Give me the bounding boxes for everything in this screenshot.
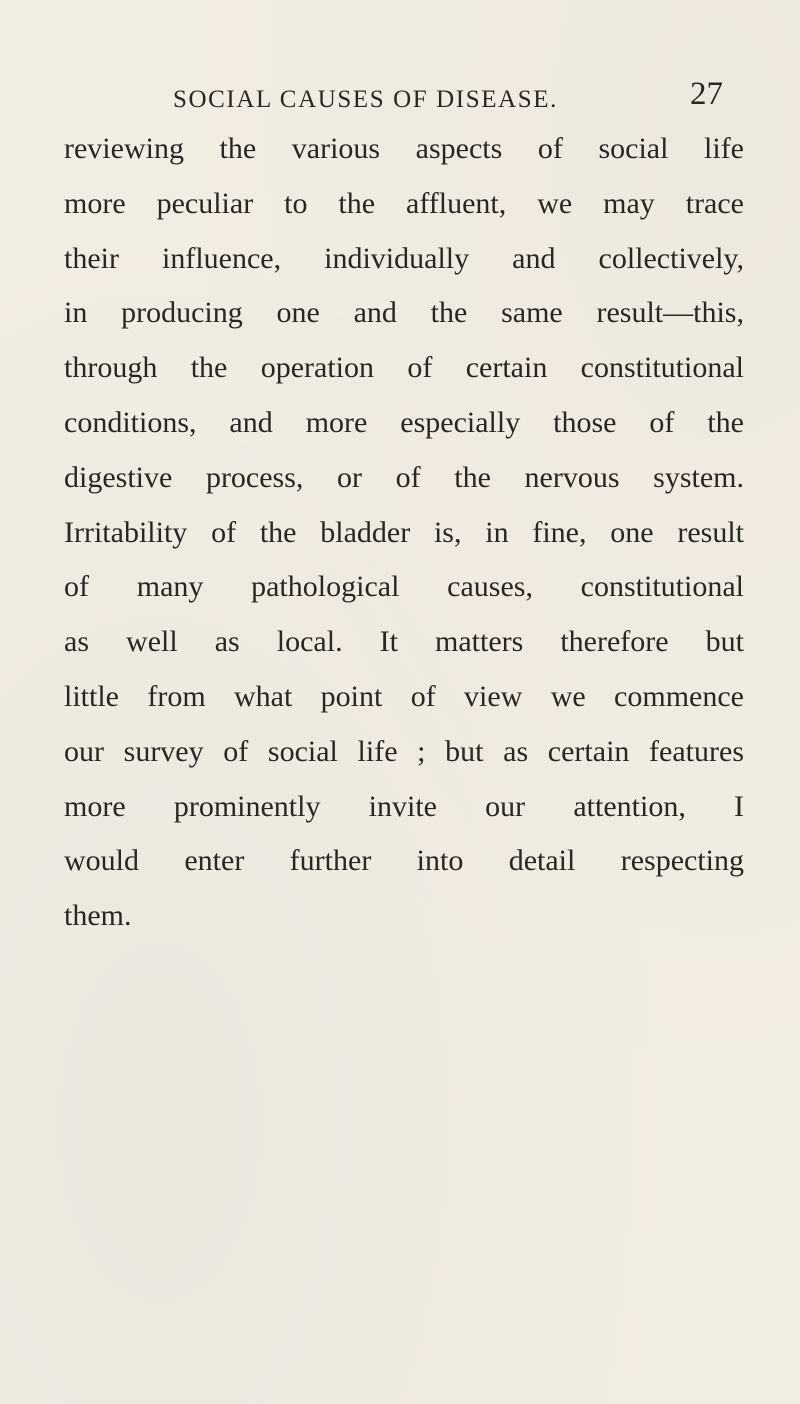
text-line: as well as local. It matters therefore but: [64, 625, 744, 659]
running-head: [0, 76, 800, 120]
text-line: our survey of social life ; but as certain features: [64, 734, 744, 768]
running-head-title: SOCIAL CAUSES OF DISEASE.: [173, 86, 558, 113]
text-line: their influence, individually and collectively,: [64, 241, 744, 275]
text-line: more peculiar to the affluent, we may trace: [64, 186, 744, 220]
text-line: little from what point of view we commence: [64, 679, 744, 713]
text-line: Irritability of the bladder is, in fine, one result: [64, 515, 744, 549]
text-line: of many pathological causes, constitutional: [64, 570, 744, 604]
text-line: through the operation of certain constitutional: [64, 351, 744, 385]
text-line: them.: [64, 899, 132, 933]
text-line: more prominently invite our attention, I: [64, 789, 744, 823]
page-number: 27: [690, 76, 723, 112]
text-line: conditions, and more especially those of the: [64, 405, 744, 439]
text-line: would enter further into detail respecting: [64, 844, 744, 878]
text-line: reviewing the various aspects of social life: [64, 132, 744, 165]
body-paragraph: [64, 122, 744, 944]
text-line: in producing one and the same result—this,: [64, 296, 744, 330]
text-line: digestive process, or of the nervous system.: [64, 460, 744, 494]
